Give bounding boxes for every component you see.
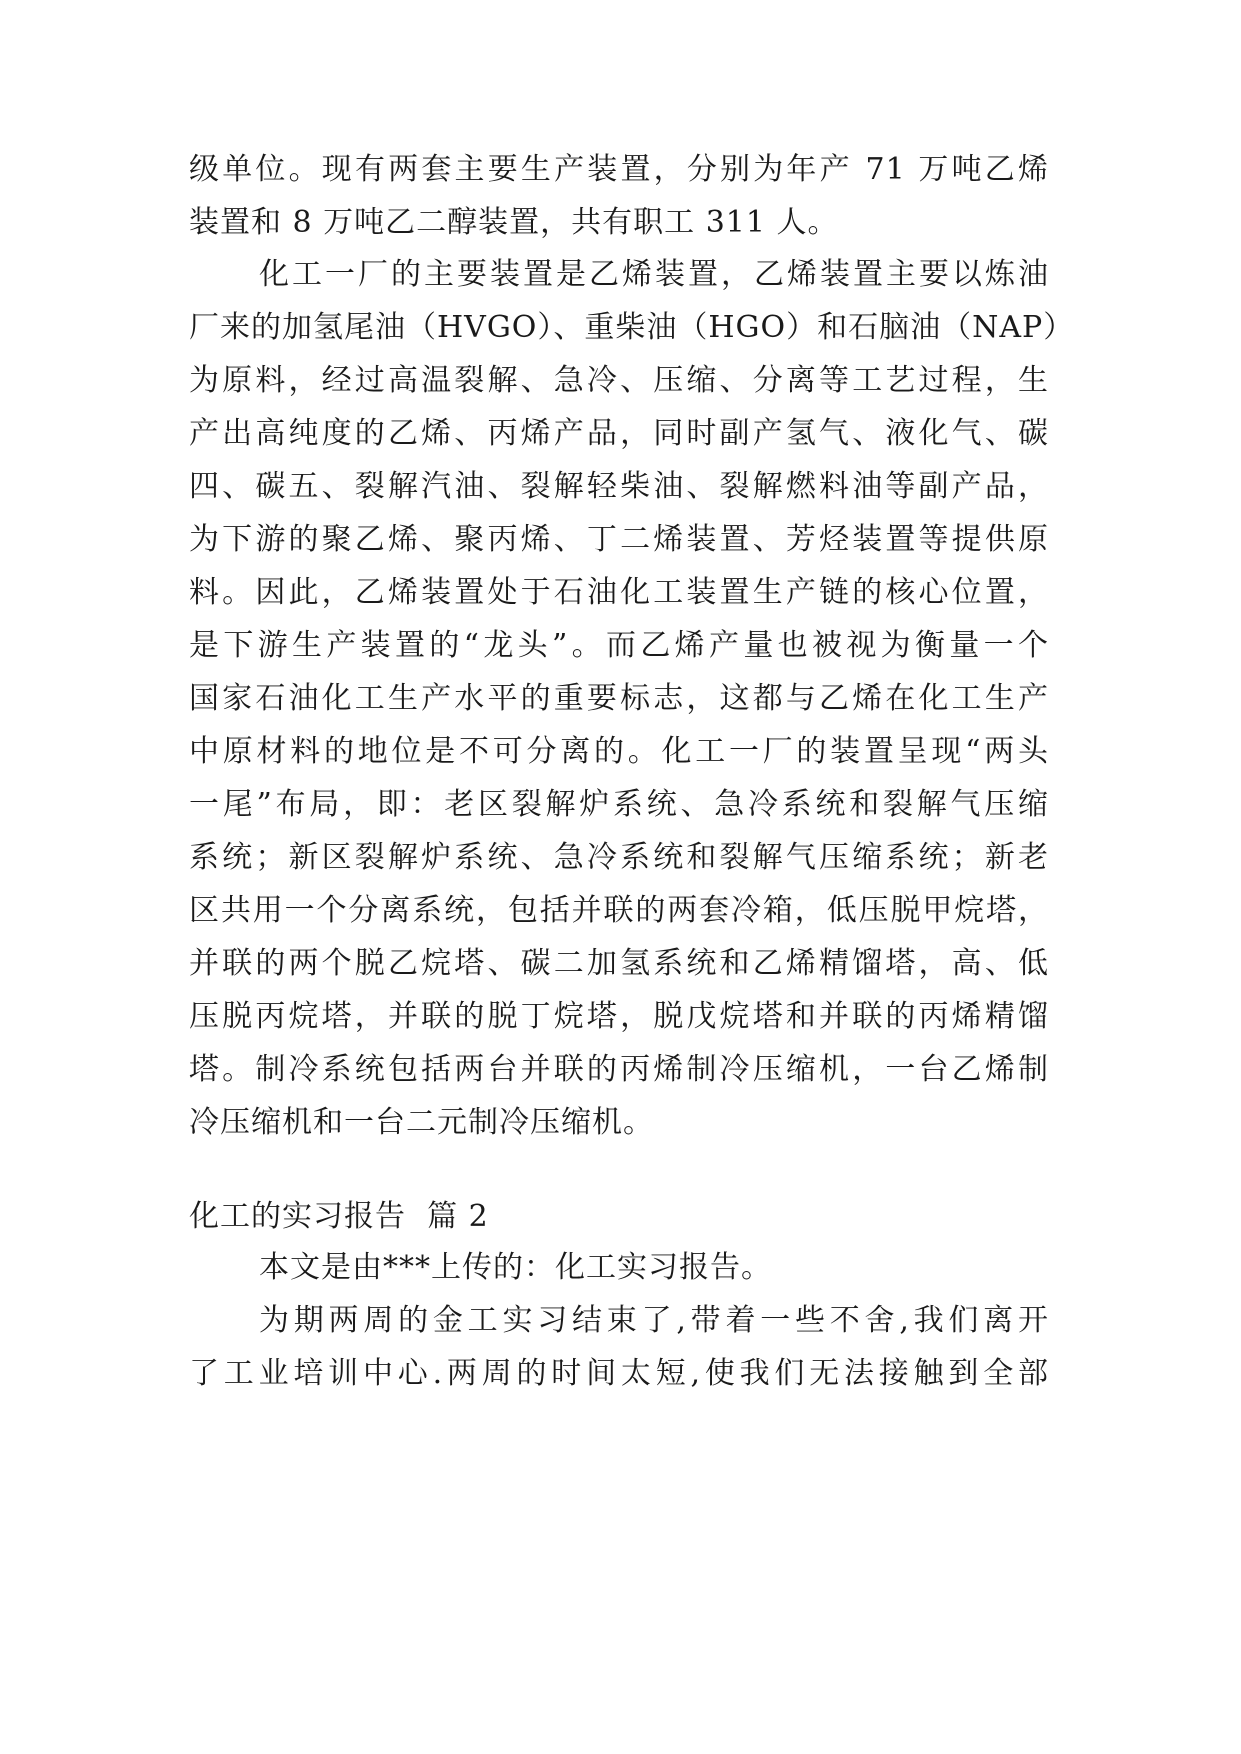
paragraph-line: 产出高纯度的乙烯、丙烯产品，同时副产氢气、液化气、碳 <box>189 416 1049 451</box>
paragraph-line: 厂来的加氢尾油（HVGO）、重柴油（HGO）和石脑油（NAP） <box>189 310 1075 345</box>
paragraph-line: 装置和 8 万吨乙二醇装置，共有职工 311 人。 <box>189 205 839 240</box>
paragraph-line: 系统；新区裂解炉系统、急冷系统和裂解气压缩系统；新老 <box>189 840 1049 875</box>
paragraph-line: 中原材料的地位是不可分离的。化工一厂的装置呈现“两头 <box>189 734 1049 769</box>
paragraph-line: 一尾”布局，即：老区裂解炉系统、急冷系统和裂解气压缩 <box>189 787 1049 822</box>
paragraph-line: 并联的两个脱乙烷塔、碳二加氢系统和乙烯精馏塔，高、低 <box>189 946 1049 981</box>
paragraph-line: 级单位。现有两套主要生产装置，分别为年产 71 万吨乙烯 <box>189 152 1049 187</box>
paragraph-line: 化工一厂的主要装置是乙烯装置，乙烯装置主要以炼油 <box>259 257 1049 292</box>
paragraph-line: 冷压缩机和一台二元制冷压缩机。 <box>189 1105 654 1140</box>
paragraph-line: 是下游生产装置的“龙头”。而乙烯产量也被视为衡量一个 <box>189 628 1049 663</box>
section-heading: 化工的实习报告 篇 2 <box>189 1199 489 1234</box>
paragraph-line: 塔。制冷系统包括两台并联的丙烯制冷压缩机，一台乙烯制 <box>189 1052 1049 1087</box>
paragraph-line: 了工业培训中心.两周的时间太短,使我们无法接触到全部 <box>189 1356 1049 1391</box>
paragraph-line: 料。因此，乙烯装置处于石油化工装置生产链的核心位置， <box>189 575 1049 610</box>
paragraph-line: 四、碳五、裂解汽油、裂解轻柴油、裂解燃料油等副产品， <box>189 469 1049 504</box>
paragraph-line: 为下游的聚乙烯、聚丙烯、丁二烯装置、芳烃装置等提供原 <box>189 522 1049 557</box>
paragraph-line: 本文是由***上传的：化工实习报告。 <box>259 1250 772 1285</box>
paragraph-line: 区共用一个分离系统，包括并联的两套冷箱，低压脱甲烷塔， <box>189 893 1049 928</box>
paragraph-line: 为期两周的金工实习结束了,带着一些不舍,我们离开 <box>259 1303 1049 1338</box>
paragraph-line: 为原料，经过高温裂解、急冷、压缩、分离等工艺过程，生 <box>189 363 1049 398</box>
paragraph-line: 国家石油化工生产水平的重要标志，这都与乙烯在化工生产 <box>189 681 1049 716</box>
paragraph-line: 压脱丙烷塔，并联的脱丁烷塔，脱戊烷塔和并联的丙烯精馏 <box>189 999 1049 1034</box>
